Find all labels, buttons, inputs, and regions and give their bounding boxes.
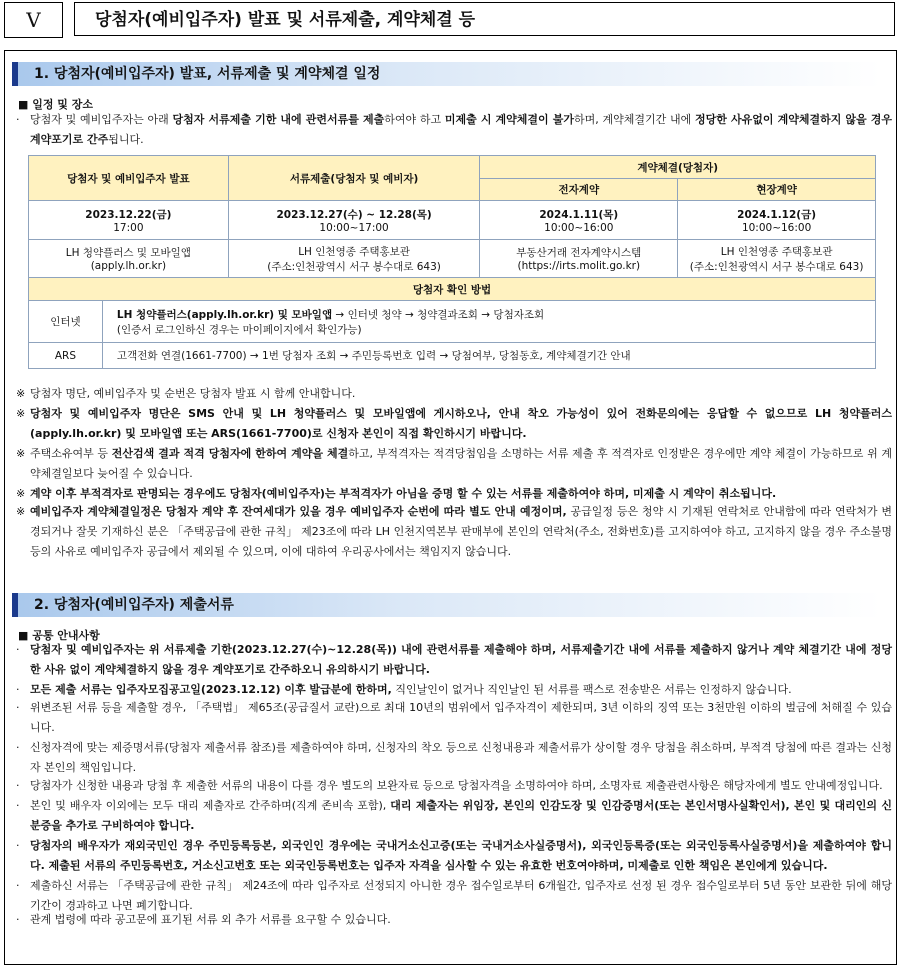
text-run: 제출하신 서류는 「주택공급에 관한 규칙」 제24조에 따라 입주자로 선정되지 아니한 경우 접수일로부터 6개월간, 입주자로 선정 된 경우 접수일로부터 5년 동안 보관한 뒤에 해당 기간이 경과하고 나면 폐기합니다.	[30, 879, 892, 912]
section-number: Ⅴ	[4, 2, 63, 38]
submission-item-text	[30, 738, 892, 778]
submission-item-text	[30, 640, 892, 680]
confirm-method-header: 당첨자 확인 방법	[29, 278, 876, 301]
list-marker: ·	[16, 913, 20, 926]
note-item	[16, 404, 892, 444]
submission-item	[16, 698, 892, 738]
schedule-subheading: ■ 일정 및 장소	[18, 98, 94, 111]
list-marker: ※	[16, 407, 26, 420]
bullet-marker: ·	[16, 113, 20, 126]
text-run: 당첨자 및 예비입주자 명단은 SMS 안내 및 LH 청약플러스 및 모바일앱에 게시하오나, 안내 착오 가능성이 있어 전화문의에는 응답할 수 없으므로 LH 청약플러스(apply.lh.or.kr) 및 모바일앱 또는 ARS(1661-7700)로 신청자 본인이 직접 확인하시기 바랍니다.	[30, 407, 892, 440]
submission-item	[16, 640, 892, 680]
internet-method: LH 청약플러스(apply.lh.or.kr) 및 모바일앱 → 인터넷 청약 → 청약결과조회 → 당첨자조회 (인증서 로그인하신 경우는 마이페이지에서 확인가능)	[102, 301, 875, 343]
text-run: 하고, 부적격자는 적격당첨임을 소명하는 서류 제출 후 적격자로 인정받은 경우에만 계약 체결이 가능하므로 위 계약체결일보다 늦어질 수 있습니다.	[30, 447, 893, 480]
announce-place: LH 청약플러스 및 모바일앱 (apply.lh.or.kr)	[29, 240, 229, 278]
text-run: 정당한 사유없이 계약체결하지 않을 경우 계약포기로 간주	[30, 113, 893, 146]
text-run: 됩니다.	[108, 133, 144, 146]
ars-method: 고객전화 연결(1661-7700) → 1번 당첨자 조회 → 주민등록번호 입력 → 당첨여부, 당첨동호, 계약체결기간 안내	[102, 343, 875, 369]
list-marker: ·	[16, 741, 20, 754]
section-header	[4, 2, 897, 38]
note-item-text	[30, 384, 892, 404]
submission-item	[16, 910, 892, 930]
submission-item-text	[30, 796, 892, 836]
announce-datetime: 2023.12.22(금) 17:00	[29, 201, 229, 240]
submission-item	[16, 796, 892, 836]
note-item-text	[30, 444, 892, 484]
submission-item	[16, 738, 892, 778]
submission-item-text	[30, 910, 892, 930]
text-run: 당첨자의 배우자가 재외국민인 경우 주민등록등본, 외국인인 경우에는 국내거소신고증(또는 국내거소사실증명서), 외국인등록증(또는 외국인등록사실증명서)을 제출하여야 합니다. 제출된 서류의 주민등록번호, 거소신고번호 또는 외국인등록번호는 입주자 자격을 심사할 수 있는 유효한 번호여야하며, 미제출로 인한 책임은 본인에게 있습니다.	[30, 839, 892, 872]
online-datetime: 2024.1.11(목) 10:00~16:00	[480, 201, 678, 240]
text-run: 관계 법령에 따라 공고문에 표기된 서류 외 추가 서류를 요구할 수 있습니다.	[30, 913, 391, 926]
subsection-2-header	[12, 593, 882, 617]
schedule-table	[28, 155, 876, 369]
docs-place: LH 인천영종 주택홍보관 (주소:인천광역시 서구 봉수대로 643)	[228, 240, 480, 278]
text-run: 공급일정 등은 청약 시 기재된 연락처로 안내함에 따라 연락처가 변경되거나 잘못 기재하신 분은 「주택공급에 관한 규칙」 제23조에 따라 LH 인천지역본부 판매부에 본인의 연락처(주소, 전화번호)를 고지하여야 하고, 고지하지 않을 경우 주소불명 등의 사유로 예비입주자 공급에서 제외될 수 있으며, 이에 대하여 우리공사에서는 책임지지 않습니다.	[30, 505, 892, 558]
docs-datetime: 2023.12.27(수) ~ 12.28(목) 10:00~17:00	[228, 201, 480, 240]
text-run: 신청자격에 맞는 제증명서류(당첨자 제출서류 참조)를 제출하여야 하며, 신청자의 착오 등으로 신청내용과 제출서류가 상이할 경우 당첨을 취소하며, 부적격 당첨에 따른 결과는 신청자 본인의 책임입니다.	[30, 741, 892, 774]
text-run: 대리 제출자는 위임장, 본인의 인감도장 및 인감증명서(또는 본인서명사실확인서), 본인 및 대리인의 신분증을 추가로 구비하여야 합니다.	[30, 799, 892, 832]
text-run: 직인날인이 없거나 직인날인 된 서류를 팩스로 전송받은 서류는 인정하지 않습니다.	[391, 683, 792, 696]
submission-item-text	[30, 698, 892, 738]
subsection-1-title: 1. 당첨자(예비입주자) 발표, 서류제출 및 계약체결 일정	[34, 66, 381, 82]
list-marker: ·	[16, 643, 20, 656]
subsection-1-header	[12, 62, 882, 86]
text-run: 당첨자가 신청한 내용과 당첨 후 제출한 서류의 내용이 다를 경우 별도의 보완자료 등으로 당첨자격을 소명하여야 하며, 소명자료 제출관련사항은 해당자에게 별도 안내예정입니다.	[30, 779, 883, 792]
onsite-place: LH 인천영종 주택홍보관 (주소:인천광역시 서구 봉수대로 643)	[678, 240, 876, 278]
internet-label: 인터넷	[29, 301, 103, 343]
submission-item-text	[30, 776, 892, 796]
list-marker: ※	[16, 487, 26, 500]
list-marker: ·	[16, 779, 20, 792]
note-item-text	[30, 484, 892, 504]
text-run: 당첨자 및 예비입주자는 위 서류제출 기한(2023.12.27(수)~12.28(목)) 내에 관련서류를 제출해야 하며, 서류제출기간 내에 서류를 제출하지 않거나 계약 체결기간 내에 정당한 사유 없이 계약체결하지 않을 경우 계약포기로 간주하오니 유의하시기 바랍니다.	[30, 643, 892, 676]
submission-item-text	[30, 836, 892, 876]
header-online-contract: 전자계약	[480, 179, 678, 201]
text-run: 당첨자 및 예비입주자는 아래	[30, 113, 173, 126]
common-subheading: ■ 공통 안내사항	[18, 629, 100, 642]
submission-item	[16, 776, 892, 796]
header-onsite-contract: 현장계약	[678, 179, 876, 201]
text-run: 하며, 계약체결기간 내에	[574, 113, 696, 126]
list-marker: ·	[16, 839, 20, 852]
note-item	[16, 484, 892, 504]
online-place: 부동산거래 전자계약시스템 (https://irts.molit.go.kr)	[480, 240, 678, 278]
ars-label: ARS	[29, 343, 103, 369]
note-item-text	[30, 502, 892, 562]
note-item-text	[30, 404, 892, 444]
list-marker: ※	[16, 447, 26, 460]
header-announce: 당첨자 및 예비입주자 발표	[29, 156, 229, 201]
text-run: 전산검색 결과 적격 당첨자에 한하여 계약을 체결	[111, 447, 349, 460]
text-run: 위변조된 서류 등을 제출할 경우, 「주택법」 제65조(공급질서 교란)으로 최대 10년의 범위에서 입주자격이 제한되며, 3년 이하의 징역 또는 3천만원 이하의 벌금에 처해질 수 있습니다.	[30, 701, 892, 734]
text-run: 본인 및 배우자 이외에는 모두 대리 제출자로 간주하며(직계 존비속 포함),	[30, 799, 391, 812]
note-item	[16, 444, 892, 484]
text-run: 미제출 시 계약체결이 불가	[444, 113, 575, 126]
list-marker: ·	[16, 879, 20, 892]
submission-item-text	[30, 680, 892, 700]
list-marker: ※	[16, 505, 26, 518]
note-item	[16, 502, 892, 562]
text-run: 예비입주자 계약체결일정은 당첨자 계약 후 잔여세대가 있을 경우 예비입주자 순번에 따라 별도 안내 예정이며,	[30, 505, 567, 518]
subsection-bar	[12, 593, 18, 617]
text-run: 당첨자 명단, 예비입주자 및 순번은 당첨자 발표 시 함께 안내합니다.	[30, 387, 356, 400]
subsection-2-title: 2. 당첨자(예비입주자) 제출서류	[34, 597, 234, 613]
text-run: 당첨자 서류제출 기한 내에 관련서류를 제출	[172, 113, 385, 126]
section-title: 당첨자(예비입주자) 발표 및 서류제출, 계약체결 등	[74, 2, 895, 36]
text-run: 모든 제출 서류는 입주자모집공고일(2023.12.12) 이후 발급분에 한하며,	[30, 683, 392, 696]
text-run: 하여야 하고	[384, 113, 445, 126]
list-marker: ·	[16, 799, 20, 812]
header-docs: 서류제출(당첨자 및 예비자)	[228, 156, 480, 201]
list-marker: ·	[16, 683, 20, 696]
list-marker: ·	[16, 701, 20, 714]
submission-item	[16, 836, 892, 876]
text-run: 계약 이후 부적격자로 판명되는 경우에도 당첨자(예비입주자)는 부적격자가 아님을 증명 할 수 있는 서류를 제출하여야 하며, 미제출 시 계약이 취소됩니다.	[30, 487, 777, 500]
subsection-bar	[12, 62, 18, 86]
header-contract: 계약체결(당첨자)	[480, 156, 876, 179]
note-item	[16, 384, 892, 404]
schedule-intro-text	[30, 110, 892, 150]
list-marker: ※	[16, 387, 26, 400]
onsite-datetime: 2024.1.12(금) 10:00~16:00	[678, 201, 876, 240]
text-run: 주택소유여부 등	[30, 447, 112, 460]
submission-item	[16, 680, 892, 700]
schedule-intro	[16, 110, 892, 150]
